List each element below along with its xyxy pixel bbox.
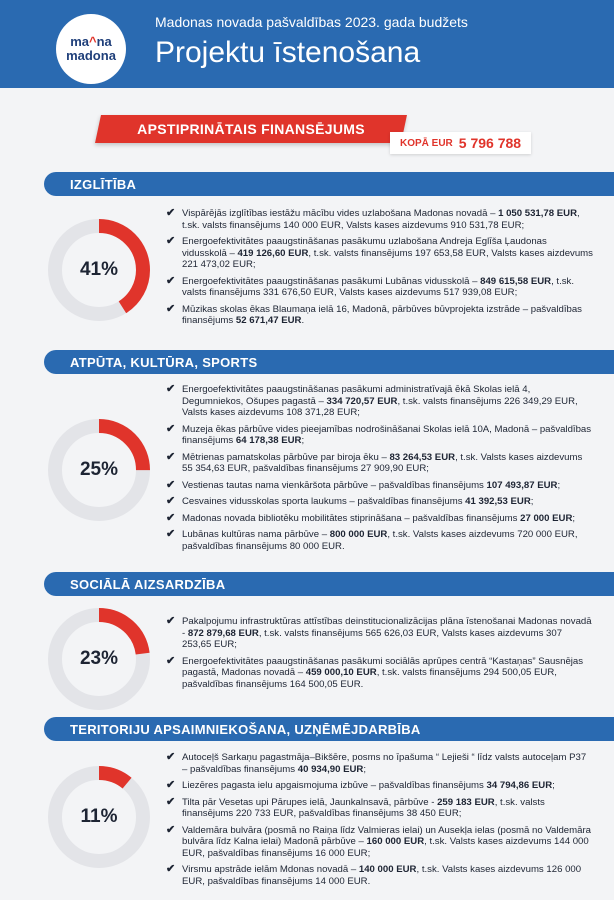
project-funding-details: , t.sk. Valsts kases aizdevums 144 000 EUR, pašvaldības finansējums 16 000 EUR; [182, 836, 589, 859]
checkmark-icon: ✔ [166, 274, 176, 287]
donut-percent: 25% [79, 459, 119, 480]
project-item [166, 452, 594, 475]
checkmark-icon: ✔ [166, 302, 176, 315]
donut-percent: 41% [79, 259, 119, 280]
header-subtitle: Madonas novada pašvaldības 2023. gada budžets [155, 14, 468, 30]
project-text [182, 616, 594, 651]
project-item [166, 480, 594, 492]
project-list [166, 208, 594, 332]
checkmark-icon: ✔ [166, 422, 176, 435]
project-description: Liezēres pagasta ielu apgaismojuma izbūve – pašvaldības finansējums [182, 780, 487, 791]
project-description: Autoceļš Sarkaņu pagastmāja–Bikšēre, posms no īpašuma “ Lejieši “ līdz valsts autoceļam P37 – pašvaldības finansējums [182, 752, 587, 775]
project-amount: 40 934,90 EUR [297, 763, 364, 775]
project-funding-details: , t.sk. Valsts kases aizdevums 55 354,63 EUR, pašvaldības finansējums 27 909,90 EUR; [182, 451, 583, 474]
project-amount: 83 264,53 EUR [389, 451, 456, 463]
project-funding-details: , t.sk. valsts finansējums 197 653,58 EUR, Valsts kases aizdevums 221 473,02 EUR; [182, 247, 593, 270]
project-text [182, 480, 594, 492]
project-list [166, 384, 594, 557]
project-text [182, 656, 594, 691]
section-title: ATPŪTA, KULTŪRA, SPORTS [70, 354, 258, 370]
logo-line1 [70, 35, 112, 49]
project-description: Pakalpojumu infrastruktūras attīstības deinstitucionalizācijas plāna īstenošanai Madonas novadā - [182, 616, 592, 639]
project-funding-details: , t.sk. valsts finansējums 140 000 EUR, Valsts kases aizdevums 910 531,78 EUR; [182, 208, 580, 231]
page-title: Projektu īstenošana [155, 36, 421, 69]
project-description: Muzeja ēkas pārbūve vides pieejamības nodrošināšanai Skolas ielā 10A, Madonā – pašvaldības finansējums [182, 423, 592, 446]
project-funding-details: , t.sk. valsts finansējums 220 733 EUR, pašvaldības finansējums 38 450 EUR; [182, 796, 545, 819]
funding-banner-label: APSTIPRINĀTAIS FINANSĒJUMS [137, 121, 365, 137]
section-title: SOCIĀLĀ AIZSARDZĪBA [70, 576, 226, 592]
project-description: Valdemāra bulvāra (posmā no Raiņa līdz Valmieras ielai) un Ausekļa ielas (posmā no Valdemāra bulvāra līdz Kalna ielai) Madonā pārbūve – [182, 824, 592, 847]
logo-part: na [96, 34, 112, 49]
project-amount: 872 879,68 EUR [187, 627, 259, 639]
project-item [166, 208, 594, 231]
project-amount: 334 720,57 EUR [326, 395, 398, 407]
project-amount: 419 126,60 EUR [237, 247, 309, 259]
checkmark-icon: ✔ [166, 823, 176, 836]
project-text [182, 529, 594, 552]
project-item [166, 529, 594, 552]
project-description: Lubānas kultūras nama pārbūve – [182, 529, 330, 540]
logo-line2: madona [66, 48, 116, 63]
project-item [166, 656, 594, 691]
project-funding-details: , t.sk. valsts finansējums 294 500,05 EUR, pašvaldības finansējums 164 500,05 EUR. [182, 667, 557, 690]
project-item [166, 616, 594, 651]
project-amount: 459 000,10 EUR [305, 667, 377, 678]
project-item [166, 797, 594, 820]
section-title: TERITORIJU APSAIMNIEKOŠANA, UZŅĒMĒJDARBĪBA [70, 721, 421, 737]
section-title: IZGLĪTĪBA [70, 176, 137, 192]
project-item [166, 752, 594, 775]
project-list [166, 616, 594, 695]
checkmark-icon: ✔ [166, 383, 176, 395]
checkmark-icon: ✔ [166, 779, 176, 791]
project-text [182, 208, 594, 231]
checkmark-icon: ✔ [166, 235, 176, 247]
project-funding-details: ; [557, 479, 561, 491]
project-funding-details: , t.sk. Valsts kases aizdevums 126 000 EUR, pašvaldības finansējums 14 000 EUR. [182, 864, 582, 887]
project-item [166, 825, 594, 860]
project-description: Vispārējās izglītības iestāžu mācību vides uzlabošana Madonas novadā – [182, 208, 499, 219]
project-description: Energoefektivitātes paaugstināšanas pasākumi sociālās aprūpes centrā “Kastaņas” Sausnējas pagastā, Madonas novadā – [182, 655, 584, 678]
logo-peak: ^ [89, 34, 97, 49]
project-text [182, 276, 594, 299]
project-item [166, 304, 594, 327]
total-value: 5 796 788 [458, 135, 522, 151]
donut-percent: 11% [80, 806, 118, 827]
checkmark-icon: ✔ [166, 654, 176, 667]
madona-logo [56, 14, 126, 84]
project-amount: 1 050 531,78 EUR [498, 208, 578, 219]
project-description: Virsmu apstrāde ielām Mdonas novadā – [182, 864, 359, 875]
project-item [166, 780, 594, 792]
project-amount: 160 000 EUR [366, 836, 425, 847]
checkmark-icon: ✔ [166, 495, 176, 507]
project-text [182, 236, 594, 271]
checkmark-icon: ✔ [166, 528, 176, 540]
project-amount: 800 000 EUR [329, 529, 388, 540]
project-description: Tilta pār Vesetas upi Pārupes ielā, Jaunkalnsavā, pārbūve - [182, 796, 438, 808]
project-text [182, 452, 594, 475]
funding-total-badge [390, 132, 531, 154]
project-amount: 849 615,58 EUR [480, 275, 552, 287]
checkmark-icon: ✔ [166, 863, 176, 875]
project-text [182, 825, 594, 860]
project-text [182, 780, 594, 792]
checkmark-icon: ✔ [166, 207, 176, 219]
project-item [166, 513, 594, 525]
header-band [0, 0, 614, 88]
project-description: Energoefektivitātes paaugstināšanas pasākumi administratīvajā ēkā Skolas ielā 4, Degumniekos, Ošupes pagastā – [182, 384, 531, 407]
project-description: Energoefektivitātes paaugstināšanas pasākumu uzlabošana Andreja Eglīša Ļaudonas vidusskolā – [182, 236, 547, 259]
project-item [166, 496, 594, 508]
project-description: Cesvaines vidusskolas sporta laukums – pašvaldības finansējums [182, 496, 466, 507]
project-text [182, 752, 594, 775]
project-amount: 64 178,38 EUR [235, 435, 302, 446]
project-description: Mūzikas skolas ēkas Blaumaņa ielā 16, Madonā, pārbūves būvprojekta izstrāde – pašvaldības finansējums [182, 303, 582, 326]
project-item [166, 384, 594, 419]
project-funding-details: ; [530, 496, 534, 507]
project-amount: 27 000 EUR [520, 512, 573, 524]
project-item [166, 276, 594, 299]
project-description: Vestienas tautas nama vienkāršota pārbūve – pašvaldības finansējums [182, 479, 487, 491]
project-item [166, 864, 594, 887]
checkmark-icon: ✔ [166, 450, 176, 463]
project-amount: 41 392,53 EUR [465, 496, 531, 507]
project-text [182, 496, 594, 508]
project-funding-details: , t.sk. Valsts kases aizdevums 720 000 EUR, pašvaldības finansējums 80 000 EUR. [182, 529, 578, 552]
project-text [182, 864, 594, 887]
project-amount: 140 000 EUR [358, 864, 417, 875]
project-funding-details: , t.sk. valsts finansējums 331 676,50 EUR, Valsts kases aizdevums 517 939,08 EUR; [182, 275, 574, 298]
total-label: KOPĀ EUR [400, 137, 453, 149]
project-description: Mētrienas pamatskolas pārbūve par biroja ēku – [182, 451, 390, 463]
donut-percent: 23% [79, 648, 119, 669]
project-funding-details: , t.sk. valsts finansējums 565 626,03 EUR, Valsts kases aizdevums 307 253,65 EUR; [182, 627, 563, 650]
project-description: Energoefektivitātes paaugstināšanas pasākumi Lubānas vidusskolā – [182, 275, 481, 287]
project-description: Madonas novada bibliotēku mobilitātes stiprināšana – pašvaldības finansējums [182, 512, 521, 524]
project-amount: 52 671,47 EUR [235, 315, 302, 326]
checkmark-icon: ✔ [166, 751, 176, 763]
project-funding-details: . [301, 315, 305, 326]
project-text [182, 797, 594, 820]
checkmark-icon: ✔ [166, 795, 176, 808]
project-funding-details: ; [572, 512, 576, 524]
project-item [166, 236, 594, 271]
project-funding-details: ; [363, 763, 367, 775]
project-funding-details: ; [552, 780, 555, 791]
logo-part: ma [70, 34, 90, 49]
project-funding-details: , t.sk. valsts finansējums 226 349,29 EUR, Valsts kases aizdevums 108 371,28 EUR; [182, 395, 578, 418]
project-text [182, 513, 594, 525]
project-funding-details: ; [301, 435, 305, 446]
project-text [182, 424, 594, 447]
checkmark-icon: ✔ [166, 511, 176, 524]
checkmark-icon: ✔ [166, 615, 176, 627]
project-text [182, 384, 594, 419]
project-text [182, 304, 594, 327]
project-amount: 259 183 EUR [437, 796, 495, 808]
project-amount: 107 493,87 EUR [486, 479, 558, 491]
project-amount: 34 794,86 EUR [486, 780, 553, 791]
project-item [166, 424, 594, 447]
project-list [166, 752, 594, 892]
checkmark-icon: ✔ [166, 478, 176, 491]
